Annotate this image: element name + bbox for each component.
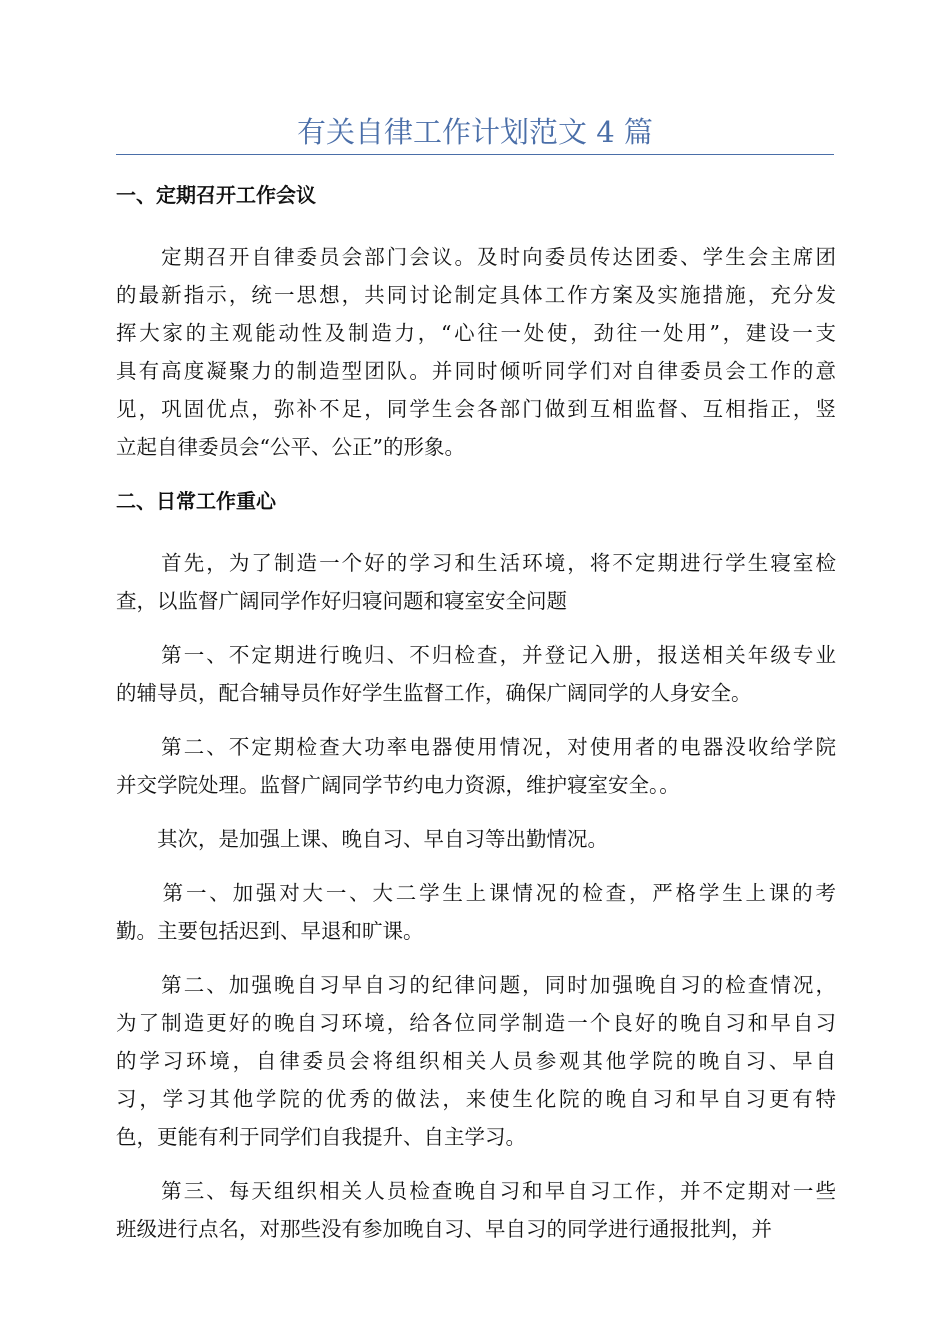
paragraph-line: 的辅导员，配合辅导员作好学生监督工作，确保广阔同学的人身安全。 xyxy=(116,681,752,705)
paragraph xyxy=(116,874,836,950)
paragraph-line: 班级进行点名，对那些没有参加晚自习、早自习的同学进行通报批判，并 xyxy=(116,1217,772,1241)
paragraph-line: 为了制造更好的晚自习环境，给各位同学制造一个良好的晚自习和早自习 xyxy=(116,1011,836,1035)
paragraph xyxy=(116,544,836,620)
paragraph xyxy=(116,238,836,466)
section-heading: 二、日常工作重心 xyxy=(116,489,276,513)
paragraph xyxy=(116,1172,836,1248)
document-title: 有关自律工作计划范文 4 篇 xyxy=(297,115,653,149)
paragraph-line: 勤。主要包括迟到、早退和旷课。 xyxy=(116,919,424,943)
paragraph-line: 第二、加强晚自习早自习的纪律问题，同时加强晚自习的检查情况， xyxy=(116,973,836,997)
title-underline xyxy=(116,154,834,155)
paragraph-line: 查，以监督广阔同学作好归寝问题和寝室安全问题 xyxy=(116,589,567,613)
paragraph xyxy=(116,966,836,1156)
section-heading: 一、定期召开工作会议 xyxy=(116,183,316,207)
paragraph-line: 立起自律委员会“公平、公正”的形象。 xyxy=(116,435,465,459)
paragraph-line: 色，更能有利于同学们自我提升、自主学习。 xyxy=(116,1125,526,1149)
paragraph-line: 具有高度凝聚力的制造型团队。并同时倾听同学们对自律委员会工作的意 xyxy=(116,359,836,383)
paragraph-line: 见，巩固优点，弥补不足，同学生会各部门做到互相监督、互相指正，竖 xyxy=(116,397,836,421)
paragraph-line: 习，学习其他学院的优秀的做法，来使生化院的晚自习和早自习更有特 xyxy=(116,1087,836,1111)
paragraph-line: 第二、不定期检查大功率电器使用情况，对使用者的电器没收给学院 xyxy=(116,735,836,759)
paragraph-line: 的最新指示，统一思想，共同讨论制定具体工作方案及实施措施，充分发 xyxy=(116,283,836,307)
paragraph-line: 其次，是加强上课、晚自习、早自习等出勤情况。 xyxy=(116,827,608,851)
paragraph xyxy=(116,636,836,712)
paragraph xyxy=(116,820,836,858)
paragraph-line: 第一、不定期进行晚归、不归检查，并登记入册，报送相关年级专业 xyxy=(116,643,836,667)
paragraph-line: 第三、每天组织相关人员检查晚自习和早自习工作，并不定期对一些 xyxy=(116,1179,836,1203)
paragraph-line: 并交学院处理。监督广阔同学节约电力资源，维护寝室安全。。 xyxy=(116,773,680,797)
paragraph-line: 第一、加强对大一、大二学生上课情况的检查，严格学生上课的考 xyxy=(116,881,836,905)
paragraph-line: 首先，为了制造一个好的学习和生活环境，将不定期进行学生寝室检 xyxy=(116,551,836,575)
document-body xyxy=(116,176,836,1248)
paragraph xyxy=(116,728,836,804)
paragraph-line: 挥大家的主观能动性及制造力，“心往一处使，劲往一处用”，建设一支 xyxy=(116,321,836,345)
paragraph-line: 定期召开自律委员会部门会议。及时向委员传达团委、学生会主席团 xyxy=(116,245,836,269)
paragraph-line: 的学习环境，自律委员会将组织相关人员参观其他学院的晚自习、早自 xyxy=(116,1049,836,1073)
